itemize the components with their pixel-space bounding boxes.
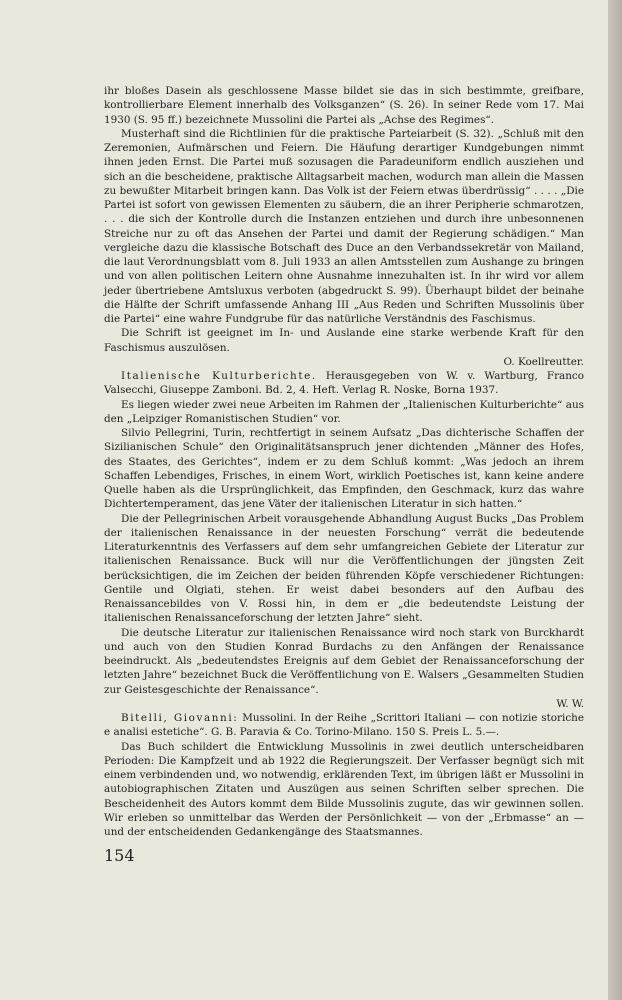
paragraph-bitelli-review	[104, 740, 584, 840]
review-entry-kulturberichte	[104, 369, 584, 398]
paragraph-text: Silvio Pellegrini, Turin, rechtfertigt in seinem Aufsatz „Das dichterische Schaffen der Sizilianischen Schule“ den Originalitätsanspruch jener dichtenden „Männer des Hofes, des Staates, des Gerichtes“, indem er zu dem Schluß kommt: „Was jedoch an ihrem Schaffen Lebendiges, Frisches, in einem Wort, wirklich Poetisches ist, kann keine andere Quelle haben als die Ursprünglichkeit, das Empfinden, den Geschmack, kurz das wahre Dichtertemperament, das jene Väter der italienischen Literatur in sich hatten.“	[104, 427, 584, 511]
paragraph-buck	[104, 512, 584, 626]
entry-heading: Bitelli, Giovanni:	[121, 712, 239, 724]
paragraph-text: Musterhaft sind die Richtlinien für die praktische Parteiarbeit (S. 32). „Schluß mit den Zeremonien, Aufmärschen und Feiern. Die Häufung derartiger Kundgebungen nimmt ihnen jeden Ernst. Die Partei muß sozusagen die Paradeuniform endlich ausziehen und sich an die bescheidene, praktische Alltagsarbeit machen, wodurch man allein die Massen zu bewußter Mitarbeit bringen kann. Das Volk ist der Feiern etwas überdrüssig“ . . . . „Die Partei ist sofort von gewissen Elementen zu säubern, die an ihrer Peripherie schmarotzen, . . . die sich der Kontrolle durch die Instanzen entziehen und durch ihre unbesonnenen Streiche nur zu oft das Ansehen der Partei und damit der Regierung schädigen.“ Man vergleiche dazu die klassische Botschaft des Duce an den Verbandssekretär von Mailand, die laut Verordnungsblatt vom 8. Juli 1933 an allen Amtsstellen zum Aushange zu bringen und von allen politischen Leitern ohne Ausnahme innezuhalten ist. In ihr wird vor allem jeder übertriebene Amtsluxus verboten (abgedruckt S. 99). Überhaupt bildet der beinahe die Hälfte der Schrift umfassende Anhang III „Aus Reden und Schriften Mussolinis über die Partei“ eine wahre Fundgrube für das natürliche Verständnis des Faschismus.	[104, 127, 584, 325]
paragraph-text: Das Buch schildert die Entwicklung Mussolinis in zwei deutlich unterscheidbaren Perioden: Die Kampfzeit und ab 1922 die Regierungszeit. Der Verfasser begnügt sich mit einem verbindenden und, wo notwendig, erklärenden Text, im übrigen läßt er Mussolini in autobiographischen Zitaten und Auszügen aus seinen Schriften selber sprechen. Die Bescheidenheit des Autors kommt dem Bilde Mussolinis zugute, das wir gewinnen sollen. Wir erleben so unmittelbar das Werden der Persönlichkeit — von der „Erbmasse“ an — und der entscheidenden Gedankengänge des Staatsmannes.	[104, 740, 584, 838]
paragraph-text: Die deutsche Literatur zur italienischen Renaissance wird noch stark von Burckhardt und auch von den Studien Konrad Burdachs zu den Anfängen der Renaissance beeindruckt. Als „bedeutendstes Ereignis auf dem Gebiet der Renaissanceforschung der letzten Jahre“ bezeichnet Buck die Veröffentlichung von E. Walsers „Gesammelten Studien zur Geistesgeschichte der Renaissance“.	[104, 626, 584, 696]
paragraph-party-guidelines	[104, 127, 584, 327]
paragraph-text: Die der Pellegrinischen Arbeit vorausgehende Abhandlung August Bucks „Das Problem der italienischen Renaissance in der neuesten Forschung“ verrät die bedeutende Literaturkenntnis des Verfassers auf dem sehr umfangreichen Gebiete der Literatur zur italienischen Renaissance. Buck will nur die Veröffentlichungen der jüngsten Zeit berücksichtigen, die im Zeichen der beiden führenden Köpfe verschiedener Richtungen: Gentile und Olgiati, stehen. Er weist dabei besonders auf den Aufbau des Renaissancebildes von V. Rossi hin, in dem er „die bedeutendste Leistung der italienischen Renaissanceforschung der letzten Jahre“ sieht.	[104, 512, 584, 625]
body-text	[104, 84, 584, 839]
entry-heading: Italienische Kulturberichte.	[121, 370, 317, 382]
paragraph-pellegrini	[104, 426, 584, 512]
paragraph-text: ihr bloßes Dasein als geschlossene Masse bildet sie das in sich bestimmte, greifbare, kontrollierbare Element innerhalb des Volksganzen“ (S. 26). In seiner Rede vom 17. Mai 1930 (S. 95 ff.) bezeichnete Mussolini die Partei als „Achse des Regimes“.	[104, 85, 584, 126]
paragraph-text: Es liegen wieder zwei neue Arbeiten im Rahmen der „Italienischen Kulturberichte“ aus den „Leipziger Romanistischen Studien“ vor.	[104, 398, 584, 425]
page-number: 154	[104, 846, 135, 865]
reviewer-signature: W. W.	[556, 697, 584, 710]
entry-citation: Mussolini. In der Reihe „Scrittori Italiani — con notizie storiche e analisi estetiche“. G. B. Paravia & Co. Torino-Milano. 150 S. Preis L. 5.—.	[104, 712, 585, 739]
reviewer-signature: O. Koellreutter.	[503, 355, 584, 368]
paragraph-continuation	[104, 84, 584, 127]
review-entry-bitelli	[104, 711, 584, 740]
paragraph-review-conclusion	[104, 326, 584, 355]
page-edge	[608, 0, 622, 1000]
paragraph-kulturberichte-intro	[104, 398, 584, 427]
paragraph-text: Die Schrift ist geeignet im In- und Auslande eine starke werbende Kraft für den Faschismus auszulösen.	[104, 327, 584, 354]
entry-citation: Herausgegeben von W. v. Wartburg, Franco Valsecchi, Giuseppe Zamboni. Bd. 2, 4. Heft. Verlag R. Noske, Borna 1937.	[104, 370, 584, 397]
paragraph-german-literature	[104, 626, 584, 697]
